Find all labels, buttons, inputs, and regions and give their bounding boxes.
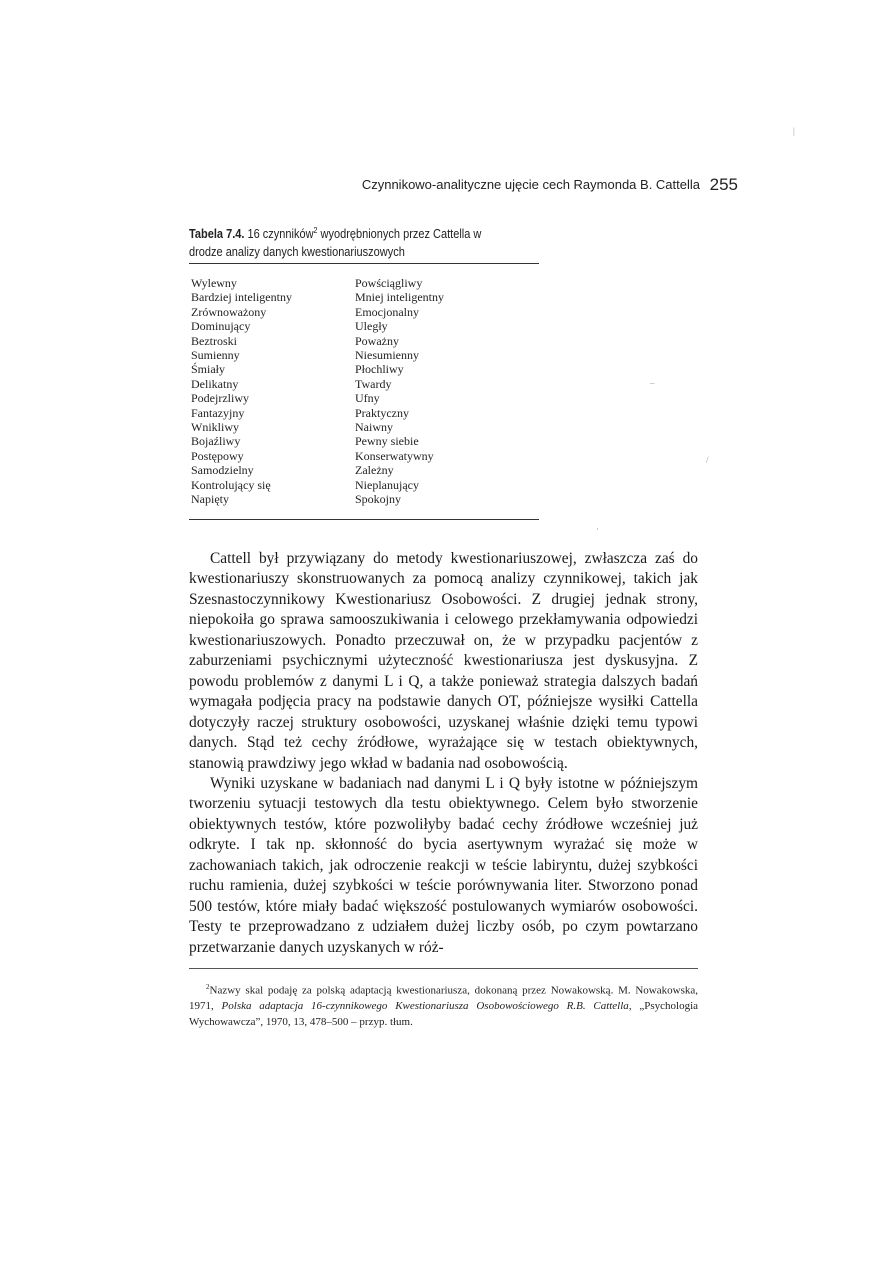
trait-right: Mniej inteligentny bbox=[355, 290, 444, 305]
trait-left: Delikatny bbox=[191, 376, 239, 391]
trait-left: Śmiały bbox=[191, 362, 226, 377]
trait-left: Sumienny bbox=[191, 348, 240, 363]
footnote-text-start: Nazwy skal podaję za polską adaptacją kwestionariusza, dokonaną przez Nowakowską. M. Nowakowska, 1971, bbox=[189, 984, 698, 1013]
trait-left: Kontrolujący się bbox=[191, 477, 271, 492]
table-caption-text-end: wyodrębnionych przez Cattella w drodze analizy danych kwestionariuszowych bbox=[189, 227, 482, 260]
body-text bbox=[189, 549, 698, 958]
trait-row bbox=[191, 290, 531, 304]
trait-left: Dominujący bbox=[191, 319, 251, 334]
trait-right: Ufny bbox=[355, 391, 380, 406]
trait-table bbox=[191, 276, 531, 507]
trait-row bbox=[191, 348, 531, 362]
trait-row bbox=[191, 492, 531, 506]
trait-row bbox=[191, 478, 531, 492]
trait-right: Zależny bbox=[355, 463, 394, 478]
footnote-cited-title: Polska adaptacja 16-czynnikowego Kwestionariusza Osobowościowego R.B. Cattella bbox=[221, 1000, 629, 1013]
trait-row bbox=[191, 434, 531, 448]
trait-row bbox=[191, 463, 531, 477]
trait-left: Wylewny bbox=[191, 276, 237, 290]
footnote bbox=[189, 980, 698, 1030]
trait-right: Nieplanujący bbox=[355, 477, 419, 492]
trait-row bbox=[191, 319, 531, 333]
trait-left: Bardziej inteligentny bbox=[191, 290, 292, 305]
scan-speck: – bbox=[650, 378, 655, 388]
trait-left: Samodzielny bbox=[191, 463, 254, 478]
trait-right: Naiwny bbox=[355, 420, 393, 435]
scan-speck: | bbox=[793, 126, 795, 136]
trait-row bbox=[191, 406, 531, 420]
trait-right: Niesumienny bbox=[355, 348, 419, 363]
trait-row bbox=[191, 362, 531, 376]
trait-right: Konserwatywny bbox=[355, 448, 434, 463]
table-caption-footnote-ref: 2 bbox=[313, 226, 318, 235]
trait-row bbox=[191, 305, 531, 319]
trait-right: Praktyczny bbox=[355, 405, 409, 420]
trait-right: Powściągliwy bbox=[355, 276, 423, 290]
trait-row bbox=[191, 334, 531, 348]
trait-left: Zrównoważony bbox=[191, 304, 267, 319]
trait-left: Wnikliwy bbox=[191, 420, 239, 435]
trait-right: Spokojny bbox=[355, 492, 402, 507]
trait-left: Postępowy bbox=[191, 448, 244, 463]
body-paragraph-2: Wyniki uzyskane w badaniach nad danymi L i Q były istotne w późniejszym tworzeniu sytuacji testowych dla testu obiektywnego. Celem było stworzenie obiektywnych testów, które pozwoliłyby badać cechy źródłowe wcześniej już odkryte. I tak np. skłonność do bycia asertywnym wyrażać się może w zachowaniach takich, jak odroczenie reakcji w teście labiryntu, dużej szybkości ruchu ramienia, dużej szybkości w teście porównywania liter. Stworzono ponad 500 testów, które miały badać większość postulowanych wymiarów osobowości. Testy te przeprowadzano z udziałem dużej liczby osób, po czym powtarzano przetwarzanie danych uzyskanych w róż- bbox=[189, 774, 698, 956]
trait-right: Emocjonalny bbox=[355, 304, 419, 319]
footnote-text-end: , „Psychologia Wychowawcza”, 1970, 13, 478–500 – przyp. tłum. bbox=[189, 1000, 699, 1028]
table-bottom-rule bbox=[189, 519, 539, 520]
trait-row bbox=[191, 420, 531, 434]
table-caption-text-start: 16 czynników bbox=[247, 227, 314, 242]
trait-left: Bojaźliwy bbox=[191, 434, 241, 449]
trait-left: Podejrzliwy bbox=[191, 391, 249, 406]
footnote-marker: 2 bbox=[206, 983, 210, 991]
table-top-rule bbox=[189, 263, 539, 264]
page-number: 255 bbox=[709, 175, 738, 194]
trait-right: Płochliwy bbox=[355, 362, 404, 377]
footnote-rule bbox=[189, 968, 698, 969]
table-caption bbox=[189, 222, 506, 261]
trait-row bbox=[191, 377, 531, 391]
body-paragraph-1: Cattell był przywiązany do metody kwestionariuszowej, zwłaszcza zaś do kwestionariuszy skonstruowanych za pomocą analizy czynnikowej, takich jak Szesnastoczynnikowy Kwestionariusz Osobowości. Z drugiej jednak strony, niepokoiła go sprawa samooszukiwania i celowego przekłamywania odpowiedzi kwestionariuszowych. Ponadto przeczuwał on, że w przypadku pacjentów z zaburzeniami psychicznymi użyteczność kwestionariusza jest dyskusyjna. Z powodu problemów z danymi L i Q, a także ponieważ strategia dalszych badań wymagała podjęcia pracy na podstawie danych OT, późniejsze wysiłki Cattella dotyczyły raczej struktury osobowości, uzyskanej właśnie dzięki temu typowi danych. Stąd też cechy źródłowe, wyrażające się w testach obiektywnych, stanowią prawdziwy jego wkład w badania nad osobowością. bbox=[189, 550, 698, 772]
trait-right: Pewny siebie bbox=[355, 434, 419, 449]
trait-right: Twardy bbox=[355, 376, 392, 391]
scan-speck: / bbox=[706, 455, 709, 465]
trait-row bbox=[191, 449, 531, 463]
running-title: Czynnikowo-analityczne ujęcie cech Raymonda B. Cattella bbox=[361, 177, 700, 192]
trait-left: Fantazyjny bbox=[191, 405, 245, 420]
scan-speck: · bbox=[596, 524, 599, 534]
trait-right: Poważny bbox=[355, 333, 399, 348]
trait-right: Uległy bbox=[355, 319, 388, 334]
trait-row bbox=[191, 276, 531, 290]
trait-row bbox=[191, 391, 531, 405]
table-caption-label: Tabela 7.4. bbox=[189, 227, 245, 242]
running-header bbox=[330, 175, 738, 195]
trait-left: Napięty bbox=[191, 492, 229, 507]
trait-left: Beztroski bbox=[191, 333, 237, 348]
